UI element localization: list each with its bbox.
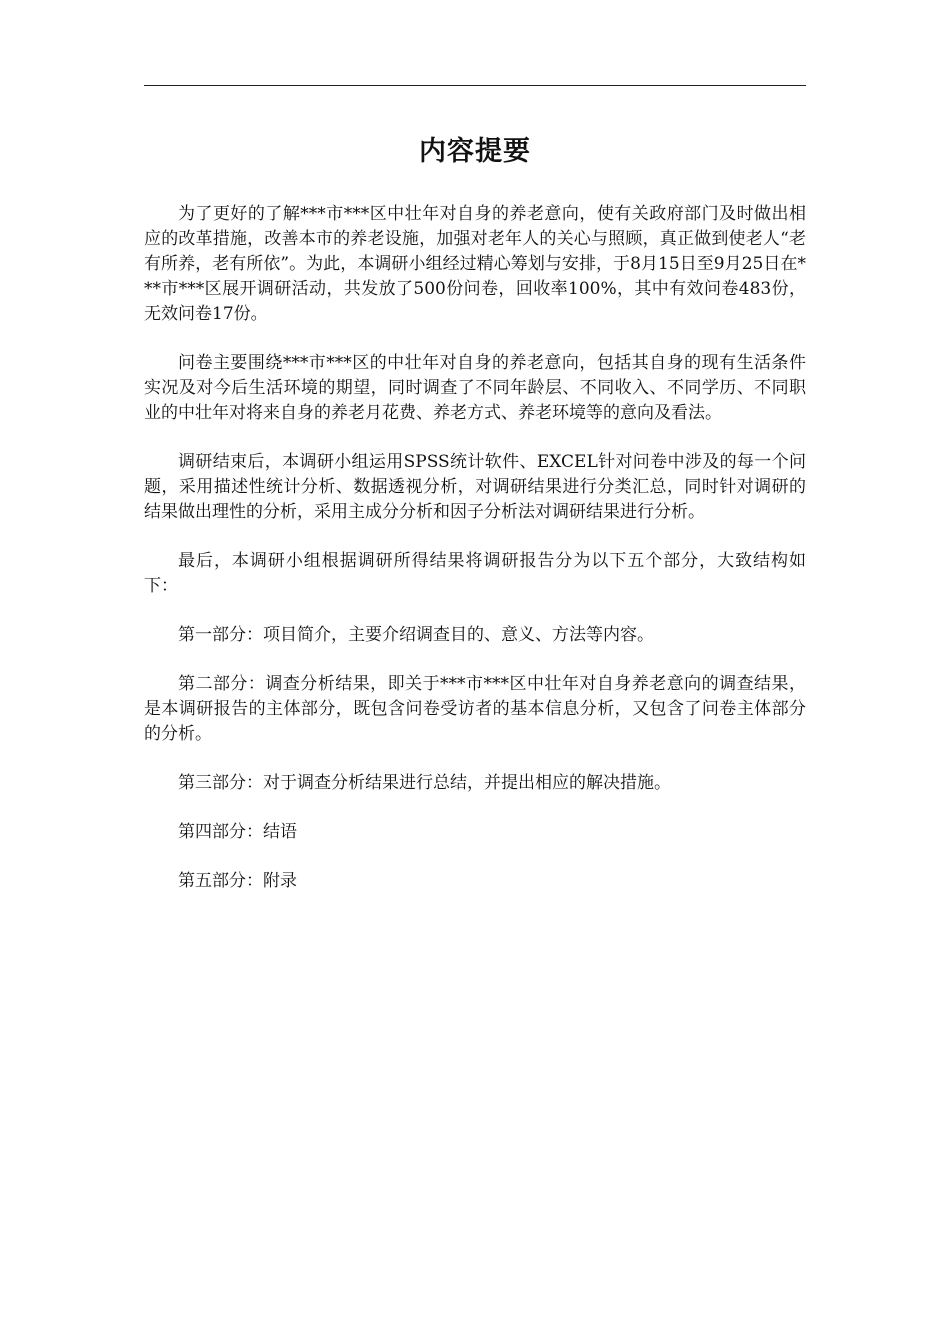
paragraph-intro: 为了更好的了解***市***区中壮年对自身的养老意向，使有关政府部门及时做出相应的改革措施，改善本市的养老设施，加强对老年人的关心与照顾，真正做到使老人“老有所养，老有所依”。为此，本调研小组经过精心筹划与安排，于8月15日至9月25日在***市***区展开调研活动，共发放了500份问卷，回收率100%，其中有效问卷483份，无效问卷17份。	[144, 204, 806, 324]
document-body	[144, 202, 806, 894]
paragraph-part-five: 第五部分：附录	[178, 871, 297, 891]
paragraph-part-three: 第三部分：对于调查分析结果进行总结，并提出相应的解决措施。	[178, 773, 671, 793]
paragraph-part-four: 第四部分：结语	[178, 822, 297, 842]
paragraph-part-one: 第一部分：项目简介，主要介绍调查目的、意义、方法等内容。	[178, 625, 654, 645]
paragraph-questionnaire: 问卷主要围绕***市***区的中壮年对自身的养老意向，包括其自身的现有生活条件实况及对今后生活环境的期望，同时调查了不同年龄层、不同收入、不同学历、不同职业的中壮年对将来自身的养老月花费、养老方式、养老环境等的意向及看法。	[144, 353, 806, 423]
paragraph-analysis: 调研结束后，本调研小组运用SPSS统计软件、EXCEL针对问卷中涉及的每一个问题，采用描述性统计分析、数据透视分析，对调研结果进行分类汇总，同时针对调研的结果做出理性的分析，采用主成分分析和因子分析法对调研结果进行分析。	[144, 452, 806, 522]
paragraph-structure: 最后，本调研小组根据调研所得结果将调研报告分为以下五个部分，大致结构如下：	[144, 551, 806, 596]
document-title: 内容提要	[419, 136, 531, 167]
header-rule	[144, 85, 806, 86]
paragraph-part-two: 第二部分：调查分析结果，即关于***市***区中壮年对自身养老意向的调查结果，是本调研报告的主体部分，既包含问卷受访者的基本信息分析，又包含了问卷主体部分的分析。	[144, 674, 806, 744]
